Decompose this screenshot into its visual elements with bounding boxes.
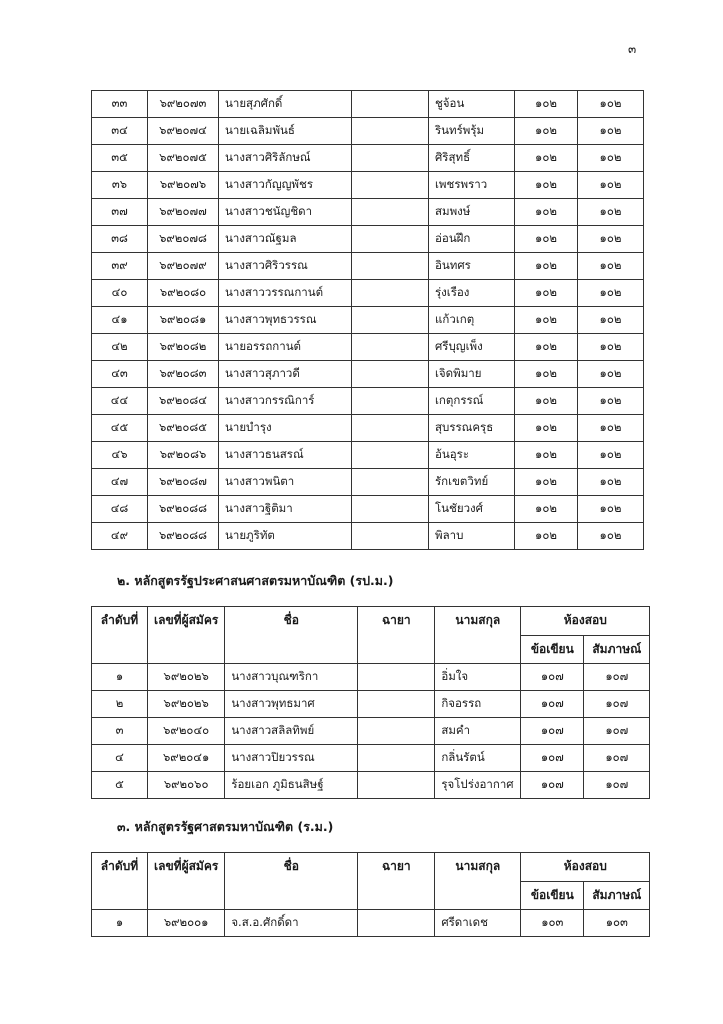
header-interview: สัมภาษณ์ <box>584 881 650 910</box>
table-row <box>92 523 644 550</box>
cell-written-room: ๑๐๒ <box>515 118 578 145</box>
cell-order: ๒ <box>92 691 148 718</box>
cell-surname: รักเขตวิทย์ <box>429 469 515 496</box>
table-row <box>92 253 644 280</box>
cell-applicant-no: ๖๙๒๐๗๘ <box>148 226 219 253</box>
cell-alias <box>352 307 429 334</box>
cell-applicant-no: ๖๙๒๐๘๕ <box>148 415 219 442</box>
cell-interview-room: ๑๐๗ <box>584 691 650 718</box>
cell-written-room: ๑๐๓ <box>521 910 584 937</box>
cell-alias <box>352 496 429 523</box>
table-row <box>92 280 644 307</box>
cell-interview-room: ๑๐๒ <box>578 388 644 415</box>
table-body <box>92 91 644 550</box>
cell-alias <box>352 388 429 415</box>
cell-surname: ศรีดาเดช <box>435 910 521 937</box>
cell-interview-room: ๑๐๒ <box>578 415 644 442</box>
cell-applicant-no: ๖๙๒๐๘๐ <box>148 280 219 307</box>
cell-order: ๔๕ <box>92 415 148 442</box>
cell-interview-room: ๑๐๒ <box>578 469 644 496</box>
cell-name: นางสาวณัฐมล <box>219 226 352 253</box>
cell-written-room: ๑๐๗ <box>521 664 584 691</box>
table-row <box>92 745 650 772</box>
cell-alias <box>352 442 429 469</box>
cell-name: นางสาวพุทธวรรณ <box>219 307 352 334</box>
cell-written-room: ๑๐๒ <box>515 91 578 118</box>
cell-surname: โนชัยวงศ์ <box>429 496 515 523</box>
table-row <box>92 91 644 118</box>
cell-written-room: ๑๐๒ <box>515 415 578 442</box>
cell-interview-room: ๑๐๒ <box>578 145 644 172</box>
cell-name: นางสาวปิยวรรณ <box>225 745 358 772</box>
cell-name: นางสาวธนสรณ์ <box>219 442 352 469</box>
cell-name: นางสาวพุทธมาศ <box>225 691 358 718</box>
candidate-table-2 <box>91 606 650 799</box>
candidate-table-3 <box>91 852 650 937</box>
cell-applicant-no: ๖๙๒๐๘๓ <box>148 361 219 388</box>
cell-surname: อิ่มใจ <box>435 664 521 691</box>
header-surname: นามสกุล <box>435 607 521 664</box>
cell-alias <box>352 172 429 199</box>
cell-order: ๓๙ <box>92 253 148 280</box>
cell-surname: ศิริสุทธิ์ <box>429 145 515 172</box>
cell-written-room: ๑๐๗ <box>521 772 584 799</box>
cell-alias <box>358 910 435 937</box>
header-name: ชื่อ <box>225 607 358 664</box>
cell-applicant-no: ๖๙๒๐๘๘ <box>148 496 219 523</box>
cell-surname: อินทศร <box>429 253 515 280</box>
cell-name: นายภูริทัต <box>219 523 352 550</box>
cell-written-room: ๑๐๗ <box>521 745 584 772</box>
cell-order: ๑ <box>92 910 148 937</box>
cell-surname: ศรีบุญเพ็ง <box>429 334 515 361</box>
cell-surname: กิจอรรถ <box>435 691 521 718</box>
cell-alias <box>352 145 429 172</box>
cell-interview-room: ๑๐๗ <box>584 664 650 691</box>
cell-written-room: ๑๐๒ <box>515 469 578 496</box>
cell-alias <box>358 772 435 799</box>
cell-order: ๓ <box>92 718 148 745</box>
cell-written-room: ๑๐๒ <box>515 199 578 226</box>
cell-interview-room: ๑๐๗ <box>584 772 650 799</box>
cell-interview-room: ๑๐๒ <box>578 91 644 118</box>
table-row <box>92 172 644 199</box>
cell-name: นายบำรุง <box>219 415 352 442</box>
cell-written-room: ๑๐๒ <box>515 226 578 253</box>
cell-name: นางสาวบุณฑริกา <box>225 664 358 691</box>
header-name: ชื่อ <box>225 853 358 910</box>
cell-order: ๕ <box>92 772 148 799</box>
cell-written-room: ๑๐๒ <box>515 334 578 361</box>
cell-name: นางสาวศิริลักษณ์ <box>219 145 352 172</box>
cell-alias <box>358 664 435 691</box>
header-alias: ฉายา <box>358 853 435 910</box>
cell-order: ๓๘ <box>92 226 148 253</box>
table-row <box>92 226 644 253</box>
table-row <box>92 415 644 442</box>
cell-name: นางสาวชนัญชิดา <box>219 199 352 226</box>
cell-order: ๔๑ <box>92 307 148 334</box>
cell-name: นายเฉลิมพันธ์ <box>219 118 352 145</box>
cell-order: ๔ <box>92 745 148 772</box>
table-row <box>92 691 650 718</box>
header-alias: ฉายา <box>358 607 435 664</box>
cell-applicant-no: ๖๙๒๐๘๘ <box>148 523 219 550</box>
header-written: ข้อเขียน <box>521 881 584 910</box>
cell-surname: สุบรรณครุธ <box>429 415 515 442</box>
cell-name: จ.ส.อ.ศักดิ์ดา <box>225 910 358 937</box>
table-row <box>92 145 644 172</box>
cell-applicant-no: ๖๙๒๐๔๑ <box>148 745 225 772</box>
cell-alias <box>352 469 429 496</box>
cell-name: นางสาวกัญญพัชร <box>219 172 352 199</box>
header-order: ลำดับที่ <box>92 853 148 910</box>
cell-order: ๑ <box>92 664 148 691</box>
cell-interview-room: ๑๐๒ <box>578 496 644 523</box>
header-exam-room: ห้องสอบ <box>521 853 650 882</box>
cell-applicant-no: ๖๙๒๐๒๖ <box>148 691 225 718</box>
cell-applicant-no: ๖๙๒๐๐๑ <box>148 910 225 937</box>
cell-name: นางสาววรรณกานต์ <box>219 280 352 307</box>
cell-written-room: ๑๐๒ <box>515 145 578 172</box>
cell-interview-room: ๑๐๒ <box>578 307 644 334</box>
cell-alias <box>352 334 429 361</box>
table-row <box>92 469 644 496</box>
cell-surname: รินทร์พรุ้ม <box>429 118 515 145</box>
cell-interview-room: ๑๐๗ <box>584 718 650 745</box>
table-row <box>92 334 644 361</box>
table-body <box>92 664 650 799</box>
section-heading-2: ๒. หลักสูตรรัฐประศาสนศาสตรมหาบัณฑิต (รป.ม.) <box>117 573 394 588</box>
cell-written-room: ๑๐๗ <box>521 691 584 718</box>
header-applicant-no: เลขที่ผู้สมัคร <box>148 853 225 910</box>
cell-applicant-no: ๖๙๒๐๗๔ <box>148 118 219 145</box>
cell-interview-room: ๑๐๒ <box>578 280 644 307</box>
cell-written-room: ๑๐๒ <box>515 496 578 523</box>
cell-interview-room: ๑๐๒ <box>578 523 644 550</box>
cell-name: นางสาวสุภาวดี <box>219 361 352 388</box>
cell-interview-room: ๑๐๓ <box>584 910 650 937</box>
cell-surname: พิลาบ <box>429 523 515 550</box>
cell-order: ๔๙ <box>92 523 148 550</box>
cell-interview-room: ๑๐๒ <box>578 118 644 145</box>
cell-interview-room: ๑๐๒ <box>578 442 644 469</box>
table-row <box>92 307 644 334</box>
cell-name: นางสาวศิริวรรณ <box>219 253 352 280</box>
table-body <box>92 910 650 937</box>
cell-applicant-no: ๖๙๒๐๒๖ <box>148 664 225 691</box>
cell-surname: รุ่งเรือง <box>429 280 515 307</box>
cell-interview-room: ๑๐๒ <box>578 199 644 226</box>
cell-written-room: ๑๐๒ <box>515 172 578 199</box>
cell-interview-room: ๑๐๒ <box>578 253 644 280</box>
table-row <box>92 664 650 691</box>
cell-surname: กลิ่นรัตน์ <box>435 745 521 772</box>
candidate-table-1 <box>91 90 644 550</box>
cell-surname: เพชรพราว <box>429 172 515 199</box>
cell-surname: รุจโปร่งอากาศ <box>435 772 521 799</box>
cell-surname: อ้นอุระ <box>429 442 515 469</box>
cell-applicant-no: ๖๙๒๐๘๔ <box>148 388 219 415</box>
cell-surname: ชูจ้อน <box>429 91 515 118</box>
cell-order: ๓๕ <box>92 145 148 172</box>
cell-written-room: ๑๐๒ <box>515 280 578 307</box>
cell-alias <box>352 523 429 550</box>
cell-alias <box>352 118 429 145</box>
cell-name: นายอรรถกานต์ <box>219 334 352 361</box>
cell-surname: เจิดพิมาย <box>429 361 515 388</box>
cell-applicant-no: ๖๙๒๐๘๖ <box>148 442 219 469</box>
cell-order: ๓๗ <box>92 199 148 226</box>
cell-alias <box>352 415 429 442</box>
cell-order: ๓๖ <box>92 172 148 199</box>
cell-interview-room: ๑๐๒ <box>578 226 644 253</box>
cell-surname: สมคำ <box>435 718 521 745</box>
cell-order: ๔๗ <box>92 469 148 496</box>
table-row <box>92 718 650 745</box>
cell-written-room: ๑๐๒ <box>515 523 578 550</box>
cell-name: นางสาวฐิติมา <box>219 496 352 523</box>
cell-surname: เกตุกรรณ์ <box>429 388 515 415</box>
cell-applicant-no: ๖๙๒๐๗๓ <box>148 91 219 118</box>
cell-interview-room: ๑๐๒ <box>578 334 644 361</box>
cell-surname: สมพงษ์ <box>429 199 515 226</box>
cell-written-room: ๑๐๗ <box>521 718 584 745</box>
header-applicant-no: เลขที่ผู้สมัคร <box>148 607 225 664</box>
cell-alias <box>358 745 435 772</box>
cell-order: ๔๔ <box>92 388 148 415</box>
page-number: ๓ <box>628 42 637 56</box>
cell-name: นายสุภศักดิ์ <box>219 91 352 118</box>
cell-alias <box>352 280 429 307</box>
table-row <box>92 199 644 226</box>
cell-name: นางสาวกรรณิการ์ <box>219 388 352 415</box>
cell-written-room: ๑๐๒ <box>515 253 578 280</box>
header-written: ข้อเขียน <box>521 635 584 664</box>
cell-applicant-no: ๖๙๒๐๗๙ <box>148 253 219 280</box>
table-row <box>92 496 644 523</box>
cell-order: ๓๔ <box>92 118 148 145</box>
cell-order: ๔๘ <box>92 496 148 523</box>
cell-alias <box>352 199 429 226</box>
table-row <box>92 118 644 145</box>
cell-applicant-no: ๖๙๒๐๘๑ <box>148 307 219 334</box>
cell-applicant-no: ๖๙๒๐๗๗ <box>148 199 219 226</box>
cell-applicant-no: ๖๙๒๐๗๖ <box>148 172 219 199</box>
cell-order: ๓๓ <box>92 91 148 118</box>
cell-name: นางสาวสลิลทิพย์ <box>225 718 358 745</box>
cell-surname: อ่อนฝึก <box>429 226 515 253</box>
cell-alias <box>358 718 435 745</box>
cell-interview-room: ๑๐๗ <box>584 745 650 772</box>
cell-written-room: ๑๐๒ <box>515 442 578 469</box>
cell-written-room: ๑๐๒ <box>515 307 578 334</box>
cell-alias <box>352 253 429 280</box>
cell-order: ๔๖ <box>92 442 148 469</box>
cell-written-room: ๑๐๒ <box>515 388 578 415</box>
header-surname: นามสกุล <box>435 853 521 910</box>
header-order: ลำดับที่ <box>92 607 148 664</box>
cell-interview-room: ๑๐๒ <box>578 172 644 199</box>
cell-applicant-no: ๖๙๒๐๘๒ <box>148 334 219 361</box>
cell-alias <box>352 91 429 118</box>
table-row <box>92 772 650 799</box>
cell-applicant-no: ๖๙๒๐๖๐ <box>148 772 225 799</box>
cell-name: ร้อยเอก ภูมิธนสิษฐ์ <box>225 772 358 799</box>
cell-written-room: ๑๐๒ <box>515 361 578 388</box>
table-row <box>92 442 644 469</box>
cell-alias <box>358 691 435 718</box>
cell-interview-room: ๑๐๒ <box>578 361 644 388</box>
table-row <box>92 361 644 388</box>
cell-alias <box>352 361 429 388</box>
cell-alias <box>352 226 429 253</box>
header-interview: สัมภาษณ์ <box>584 635 650 664</box>
cell-name: นางสาวพนิตา <box>219 469 352 496</box>
table-row <box>92 910 650 937</box>
cell-applicant-no: ๖๙๒๐๗๕ <box>148 145 219 172</box>
cell-order: ๔๓ <box>92 361 148 388</box>
cell-applicant-no: ๖๙๒๐๔๐ <box>148 718 225 745</box>
section-heading-3: ๓. หลักสูตรรัฐศาสตรมหาบัณฑิต (ร.ม.) <box>117 819 334 834</box>
header-exam-room: ห้องสอบ <box>521 607 650 636</box>
cell-order: ๔๒ <box>92 334 148 361</box>
cell-applicant-no: ๖๙๒๐๘๗ <box>148 469 219 496</box>
table-row <box>92 388 644 415</box>
cell-order: ๔๐ <box>92 280 148 307</box>
cell-surname: แก้วเกตุ <box>429 307 515 334</box>
